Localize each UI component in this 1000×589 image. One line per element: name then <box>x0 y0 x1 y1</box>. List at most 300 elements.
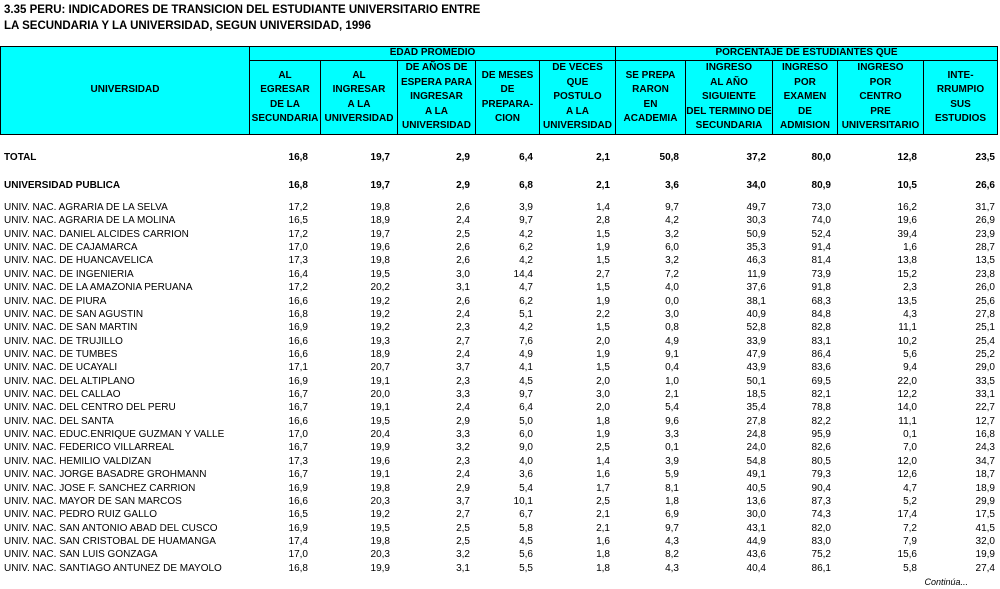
cell-value: 87,3 <box>811 495 831 507</box>
row-label: UNIV. NAC. AGRARIA DE LA MOLINA <box>4 215 176 227</box>
cell-value: 1,5 <box>596 282 610 294</box>
table-row <box>0 295 1000 308</box>
cell-value: 18,9 <box>370 215 390 227</box>
cell-value: 4,1 <box>519 362 533 374</box>
cell-value: 6,4 <box>519 152 533 163</box>
continua-note: Continúa... <box>924 577 968 587</box>
cell-value: 14,4 <box>513 268 533 280</box>
cell-value: 5,9 <box>665 469 679 481</box>
cell-value: 19,6 <box>370 242 390 254</box>
cell-value: 7,9 <box>903 536 917 547</box>
table-row <box>0 201 1000 214</box>
cell-value: 9,7 <box>519 389 533 401</box>
cell-value: 1,8 <box>596 415 610 427</box>
cell-value: 2,4 <box>456 402 470 414</box>
cell-value: 83,1 <box>811 335 831 347</box>
cell-value: 5,0 <box>519 415 533 427</box>
cell-value: 9,7 <box>519 215 533 227</box>
cell-value: 1,8 <box>596 562 610 574</box>
header-col-ingresar: AL INGRESAR A LA UNIVERSIDAD <box>324 69 394 124</box>
cell-value: 2,0 <box>596 335 610 347</box>
cell-value: 16,8 <box>288 180 308 191</box>
cell-value: 1,5 <box>596 362 610 374</box>
cell-value: 9,6 <box>665 415 679 427</box>
cell-value: 6,4 <box>519 402 533 414</box>
table-row <box>0 455 1000 468</box>
cell-value: 5,4 <box>519 482 533 494</box>
table-row <box>0 562 1000 575</box>
row-label: UNIV. NAC. AGRARIA DE LA SELVA <box>4 202 168 213</box>
cell-value: 6,0 <box>665 242 679 254</box>
cell-value: 19,9 <box>370 562 390 574</box>
cell-value: 5,2 <box>903 495 917 507</box>
cell-value: 2,7 <box>456 335 470 347</box>
cell-value: 1,6 <box>596 536 610 547</box>
cell-value: 16,7 <box>288 442 308 454</box>
cell-value: 4,5 <box>519 536 533 547</box>
table-row <box>0 241 1000 254</box>
cell-value: 41,5 <box>975 522 995 534</box>
cell-value: 17,0 <box>288 242 308 254</box>
row-label: UNIV. NAC. DEL CENTRO DEL PERU <box>4 402 176 414</box>
cell-value: 19,5 <box>370 415 390 427</box>
cell-value: 3,2 <box>665 255 679 267</box>
cell-value: 17,2 <box>288 202 308 213</box>
cell-value: 11,1 <box>898 415 917 427</box>
cell-value: 43,1 <box>746 522 766 534</box>
cell-value: 32,0 <box>975 536 995 547</box>
cell-value: 91,8 <box>811 282 831 294</box>
header-col-anos-espera: DE AÑOS DE ESPERA PARA INGRESAR A LA UNIVERSIDAD <box>400 62 473 132</box>
cell-value: 16,9 <box>288 375 308 387</box>
cell-value: 16,6 <box>288 495 308 507</box>
row-label: UNIV. NAC. DE HUANCAVELICA <box>4 255 153 267</box>
cell-value: 18,5 <box>746 389 766 401</box>
cell-value: 25,4 <box>975 335 995 347</box>
cell-value: 2,1 <box>596 180 610 191</box>
cell-value: 68,3 <box>811 295 831 307</box>
cell-value: 6,2 <box>519 295 533 307</box>
cell-value: 16,9 <box>288 322 308 334</box>
cell-value: 20,0 <box>370 389 390 401</box>
cell-value: 30,3 <box>746 215 766 227</box>
cell-value: 3,3 <box>665 429 679 441</box>
cell-value: 28,7 <box>975 242 995 254</box>
row-label: UNIV. NAC. DE LA AMAZONIA PERUANA <box>4 282 193 294</box>
cell-value: 40,5 <box>746 482 766 494</box>
cell-value: 19,3 <box>370 335 390 347</box>
cell-value: 3,3 <box>456 429 470 441</box>
cell-value: 17,1 <box>288 362 308 374</box>
cell-value: 50,9 <box>746 228 766 240</box>
cell-value: 5,8 <box>519 522 533 534</box>
cell-value: 7,0 <box>903 442 917 454</box>
cell-value: 16,5 <box>288 215 308 227</box>
cell-value: 52,8 <box>746 322 766 334</box>
cell-value: 18,9 <box>370 348 390 360</box>
cell-value: 19,1 <box>370 375 390 387</box>
cell-value: 2,1 <box>596 152 610 163</box>
cell-value: 2,1 <box>596 509 610 521</box>
cell-value: 16,6 <box>288 335 308 347</box>
cell-value: 5,8 <box>903 562 917 574</box>
cell-value: 9,0 <box>519 442 533 454</box>
cell-value: 2,4 <box>456 348 470 360</box>
cell-value: 78,8 <box>811 402 831 414</box>
row-label: UNIV. NAC. PEDRO RUIZ GALLO <box>4 509 157 521</box>
cell-value: 19,2 <box>370 295 390 307</box>
cell-value: 2,5 <box>456 522 470 534</box>
cell-value: 34,7 <box>975 455 995 467</box>
table-row <box>0 268 1000 281</box>
row-label: UNIV. NAC. SAN ANTONIO ABAD DEL CUSCO <box>4 522 218 534</box>
cell-value: 10,2 <box>897 335 917 347</box>
cell-value: 0,1 <box>903 429 917 441</box>
cell-value: 27,8 <box>975 308 995 320</box>
table-row <box>0 335 1000 348</box>
cell-value: 16,7 <box>288 469 308 481</box>
table-row <box>0 214 1000 227</box>
table-row <box>0 401 1000 414</box>
cell-value: 4,9 <box>665 335 679 347</box>
row-label: UNIV. NAC. DE TRUJILLO <box>4 335 123 347</box>
cell-value: 5,6 <box>903 348 917 360</box>
table-title-line-2: LA SECUNDARIA Y LA UNIVERSIDAD, SEGUN UNIVERSIDAD, 1996 <box>4 20 372 32</box>
table-row <box>0 535 1000 548</box>
cell-value: 75,2 <box>811 549 831 561</box>
table-row <box>0 441 1000 454</box>
cell-value: 4,3 <box>665 562 679 574</box>
row-label: UNIV. NAC. SANTIAGO ANTUNEZ DE MAYOLO <box>4 562 222 574</box>
cell-value: 19,2 <box>370 322 390 334</box>
cell-value: 82,0 <box>811 522 831 534</box>
row-label: UNIV. NAC. JOSE F. SANCHEZ CARRION <box>4 482 196 494</box>
cell-value: 43,9 <box>746 362 766 374</box>
cell-value: 12,7 <box>975 415 995 427</box>
cell-value: 2,8 <box>596 215 610 227</box>
cell-value: 4,3 <box>665 536 679 547</box>
cell-value: 86,4 <box>811 348 831 360</box>
cell-value: 80,0 <box>811 152 831 163</box>
cell-value: 4,2 <box>519 255 533 267</box>
header-group-porcentaje: PORCENTAJE DE ESTUDIANTES QUE <box>715 47 898 59</box>
cell-value: 15,6 <box>897 549 917 561</box>
row-label: UNIV. NAC. MAYOR DE SAN MARCOS <box>4 495 182 507</box>
cell-value: 24,0 <box>746 442 766 454</box>
row-label: UNIV. NAC. DE CAJAMARCA <box>4 242 138 254</box>
cell-value: 40,4 <box>746 562 766 574</box>
cell-value: 5,5 <box>519 562 533 574</box>
cell-value: 20,3 <box>370 549 390 561</box>
cell-value: 13,5 <box>897 295 917 307</box>
cell-value: 1,8 <box>665 495 679 507</box>
cell-value: 2,7 <box>456 509 470 521</box>
cell-value: 20,4 <box>370 429 390 441</box>
cell-value: 19,1 <box>370 469 390 481</box>
cell-value: 20,2 <box>370 282 390 294</box>
cell-value: 1,5 <box>596 322 610 334</box>
cell-value: 35,3 <box>746 242 766 254</box>
cell-value: 17,4 <box>288 536 308 547</box>
cell-value: 17,3 <box>288 255 308 267</box>
cell-value: 4,0 <box>519 455 533 467</box>
cell-value: 2,0 <box>596 375 610 387</box>
cell-value: 29,0 <box>975 362 995 374</box>
cell-value: 2,5 <box>456 536 470 547</box>
cell-value: 3,0 <box>665 308 679 320</box>
cell-value: 1,4 <box>596 202 610 213</box>
cell-value: 34,0 <box>746 180 766 191</box>
cell-value: 1,9 <box>596 295 610 307</box>
cell-value: 6,7 <box>519 509 533 521</box>
cell-value: 4,3 <box>903 308 917 320</box>
cell-value: 0,4 <box>665 362 679 374</box>
header-col-ingreso-ano-siguiente: INGRESO AL AÑO SIGUIENTE DEL TERMINO DE SECUNDARIA <box>686 62 772 132</box>
cell-value: 16,9 <box>288 522 308 534</box>
cell-value: 4,2 <box>665 215 679 227</box>
row-label: UNIV. NAC. DE TUMBES <box>4 348 118 360</box>
cell-value: 2,6 <box>456 255 470 267</box>
cell-value: 1,9 <box>596 429 610 441</box>
cell-value: 22,0 <box>897 375 917 387</box>
cell-value: 6,2 <box>519 242 533 254</box>
cell-value: 19,2 <box>370 509 390 521</box>
cell-value: 12,2 <box>897 389 917 401</box>
cell-value: 4,0 <box>665 282 679 294</box>
cell-value: 37,2 <box>746 152 766 163</box>
cell-value: 27,4 <box>975 562 995 574</box>
cell-value: 16,5 <box>288 509 308 521</box>
cell-value: 11,9 <box>747 268 766 280</box>
table-row <box>0 508 1000 521</box>
cell-value: 0,8 <box>665 322 679 334</box>
cell-value: 33,1 <box>975 389 995 401</box>
cell-value: 2,3 <box>456 455 470 467</box>
cell-value: 4,9 <box>519 348 533 360</box>
cell-value: 4,5 <box>519 375 533 387</box>
table-row <box>0 361 1000 374</box>
cell-value: 23,8 <box>975 268 995 280</box>
cell-value: 19,9 <box>370 442 390 454</box>
cell-value: 25,6 <box>975 295 995 307</box>
table-row <box>0 495 1000 508</box>
cell-value: 3,7 <box>456 362 470 374</box>
cell-value: 1,4 <box>596 455 610 467</box>
cell-value: 23,5 <box>975 152 995 163</box>
cell-value: 81,4 <box>811 255 831 267</box>
cell-value: 47,9 <box>746 348 766 360</box>
cell-value: 16,7 <box>288 402 308 414</box>
cell-value: 19,8 <box>370 536 390 547</box>
cell-value: 16,8 <box>288 562 308 574</box>
cell-value: 4,7 <box>519 282 533 294</box>
cell-value: 2,3 <box>456 375 470 387</box>
row-label: UNIV. NAC. DEL SANTA <box>4 415 114 427</box>
cell-value: 2,1 <box>665 389 679 401</box>
header-col-centro-pre: INGRESO POR CENTRO PRE UNIVERSITARIO <box>841 62 920 132</box>
cell-value: 3,0 <box>456 268 470 280</box>
cell-value: 2,9 <box>456 415 470 427</box>
cell-value: 6,9 <box>665 509 679 521</box>
row-label: UNIV. NAC. DEL CALLAO <box>4 389 121 401</box>
cell-value: 9,1 <box>665 348 679 360</box>
row-label: UNIV. NAC. SAN LUIS GONZAGA <box>4 549 158 561</box>
cell-value: 83,0 <box>811 536 831 547</box>
table-row <box>0 321 1000 334</box>
cell-value: 16,4 <box>288 268 308 280</box>
cell-value: 12,8 <box>897 152 917 163</box>
cell-value: 19,9 <box>975 549 995 561</box>
summary-row <box>0 151 1000 164</box>
cell-value: 2,7 <box>596 268 610 280</box>
cell-value: 19,6 <box>370 455 390 467</box>
cell-value: 13,8 <box>897 255 917 267</box>
cell-value: 16,6 <box>288 295 308 307</box>
cell-value: 16,6 <box>288 415 308 427</box>
cell-value: 1,9 <box>596 348 610 360</box>
cell-value: 16,2 <box>897 202 917 213</box>
cell-value: 39,4 <box>897 228 917 240</box>
cell-value: 19,2 <box>370 308 390 320</box>
cell-value: 6,8 <box>519 180 533 191</box>
cell-value: 19,7 <box>370 180 390 191</box>
cell-value: 23,9 <box>975 228 995 240</box>
summary-row <box>0 179 1000 192</box>
cell-value: 80,5 <box>811 455 831 467</box>
cell-value: 16,8 <box>288 308 308 320</box>
cell-value: 69,5 <box>811 375 831 387</box>
table-row <box>0 308 1000 321</box>
cell-value: 1,5 <box>596 255 610 267</box>
cell-value: 19,7 <box>370 152 390 163</box>
cell-value: 2,2 <box>596 308 610 320</box>
cell-value: 12,6 <box>897 469 917 481</box>
cell-value: 1,7 <box>596 482 610 494</box>
cell-value: 3,9 <box>519 202 533 213</box>
cell-value: 30,0 <box>746 509 766 521</box>
cell-value: 9,7 <box>665 202 679 213</box>
row-label: UNIV. NAC. DE SAN AGUSTIN <box>4 308 144 320</box>
cell-value: 31,7 <box>975 202 995 213</box>
cell-value: 1,8 <box>596 549 610 561</box>
cell-value: 1,6 <box>596 469 610 481</box>
cell-value: 17,2 <box>288 282 308 294</box>
cell-value: 13,5 <box>975 255 995 267</box>
cell-value: 16,8 <box>288 152 308 163</box>
cell-value: 2,9 <box>456 180 470 191</box>
cell-value: 19,8 <box>370 482 390 494</box>
cell-value: 1,9 <box>596 242 610 254</box>
cell-value: 74,0 <box>811 215 831 227</box>
cell-value: 1,0 <box>665 375 679 387</box>
cell-value: 10,1 <box>513 495 533 507</box>
cell-value: 54,8 <box>746 455 766 467</box>
cell-value: 2,3 <box>903 282 917 294</box>
row-label: TOTAL <box>4 152 37 163</box>
cell-value: 18,7 <box>975 469 995 481</box>
cell-value: 24,3 <box>975 442 995 454</box>
cell-value: 3,1 <box>456 562 470 574</box>
cell-value: 19,5 <box>370 522 390 534</box>
cell-value: 6,0 <box>519 429 533 441</box>
cell-value: 17,2 <box>288 228 308 240</box>
cell-value: 29,9 <box>975 495 995 507</box>
row-label: UNIV. NAC. DE PIURA <box>4 295 107 307</box>
cell-value: 2,4 <box>456 215 470 227</box>
cell-value: 19,1 <box>370 402 390 414</box>
cell-value: 20,7 <box>370 362 390 374</box>
cell-value: 2,0 <box>596 402 610 414</box>
header-col-academia: SE PREPA RARON EN ACADEMIA <box>623 69 678 124</box>
cell-value: 3,0 <box>596 389 610 401</box>
header-universidad: UNIVERSIDAD <box>90 84 160 96</box>
row-label: UNIVERSIDAD PUBLICA <box>4 180 121 191</box>
cell-value: 74,3 <box>811 509 831 521</box>
cell-value: 90,4 <box>811 482 831 494</box>
cell-value: 19,6 <box>897 215 917 227</box>
cell-value: 82,2 <box>811 415 831 427</box>
cell-value: 5,6 <box>519 549 533 561</box>
cell-value: 2,9 <box>456 482 470 494</box>
cell-value: 18,9 <box>975 482 995 494</box>
table-row <box>0 228 1000 241</box>
cell-value: 37,6 <box>746 282 766 294</box>
cell-value: 33,9 <box>746 335 766 347</box>
cell-value: 4,2 <box>519 322 533 334</box>
cell-value: 13,6 <box>746 495 766 507</box>
cell-value: 79,3 <box>811 469 831 481</box>
cell-value: 82,1 <box>811 389 831 401</box>
header-col-examen-admision: INGRESO POR EXAMEN DE ADMISION <box>780 62 830 132</box>
cell-value: 7,6 <box>519 335 533 347</box>
table-row <box>0 468 1000 481</box>
row-label: UNIV. NAC. JORGE BASADRE GROHMANN <box>4 469 207 481</box>
row-label: UNIV. NAC. SAN CRISTOBAL DE HUAMANGA <box>4 536 216 547</box>
cell-value: 1,5 <box>596 228 610 240</box>
cell-value: 26,9 <box>975 215 995 227</box>
cell-value: 5,4 <box>665 402 679 414</box>
cell-value: 8,2 <box>665 549 679 561</box>
cell-value: 2,4 <box>456 469 470 481</box>
cell-value: 25,2 <box>975 348 995 360</box>
cell-value: 3,9 <box>665 455 679 467</box>
row-label: UNIV. NAC. DANIEL ALCIDES CARRION <box>4 228 189 240</box>
cell-value: 3,1 <box>456 282 470 294</box>
cell-value: 14,0 <box>897 402 917 414</box>
row-label: UNIV. NAC. EDUC.ENRIQUE GUZMAN Y VALLE <box>4 429 225 441</box>
cell-value: 15,2 <box>897 268 917 280</box>
cell-value: 2,3 <box>456 322 470 334</box>
header-group-edad-promedio: EDAD PROMEDIO <box>389 47 476 59</box>
row-label: UNIV. NAC. DE UCAYALI <box>4 362 118 374</box>
cell-value: 7,2 <box>903 522 917 534</box>
cell-value: 84,8 <box>811 308 831 320</box>
cell-value: 50,8 <box>659 152 679 163</box>
cell-value: 4,2 <box>519 228 533 240</box>
table-row <box>0 428 1000 441</box>
cell-value: 24,8 <box>746 429 766 441</box>
table-row <box>0 348 1000 361</box>
cell-value: 35,4 <box>746 402 766 414</box>
cell-value: 12,0 <box>897 455 917 467</box>
cell-value: 19,8 <box>370 255 390 267</box>
cell-value: 91,4 <box>811 242 831 254</box>
cell-value: 17,4 <box>897 509 917 521</box>
table-title-line-1: 3.35 PERU: INDICADORES DE TRANSICION DEL ESTUDIANTE UNIVERSITARIO ENTRE <box>4 4 481 16</box>
cell-value: 11,1 <box>898 322 917 334</box>
table-row <box>0 281 1000 294</box>
cell-value: 17,0 <box>288 429 308 441</box>
